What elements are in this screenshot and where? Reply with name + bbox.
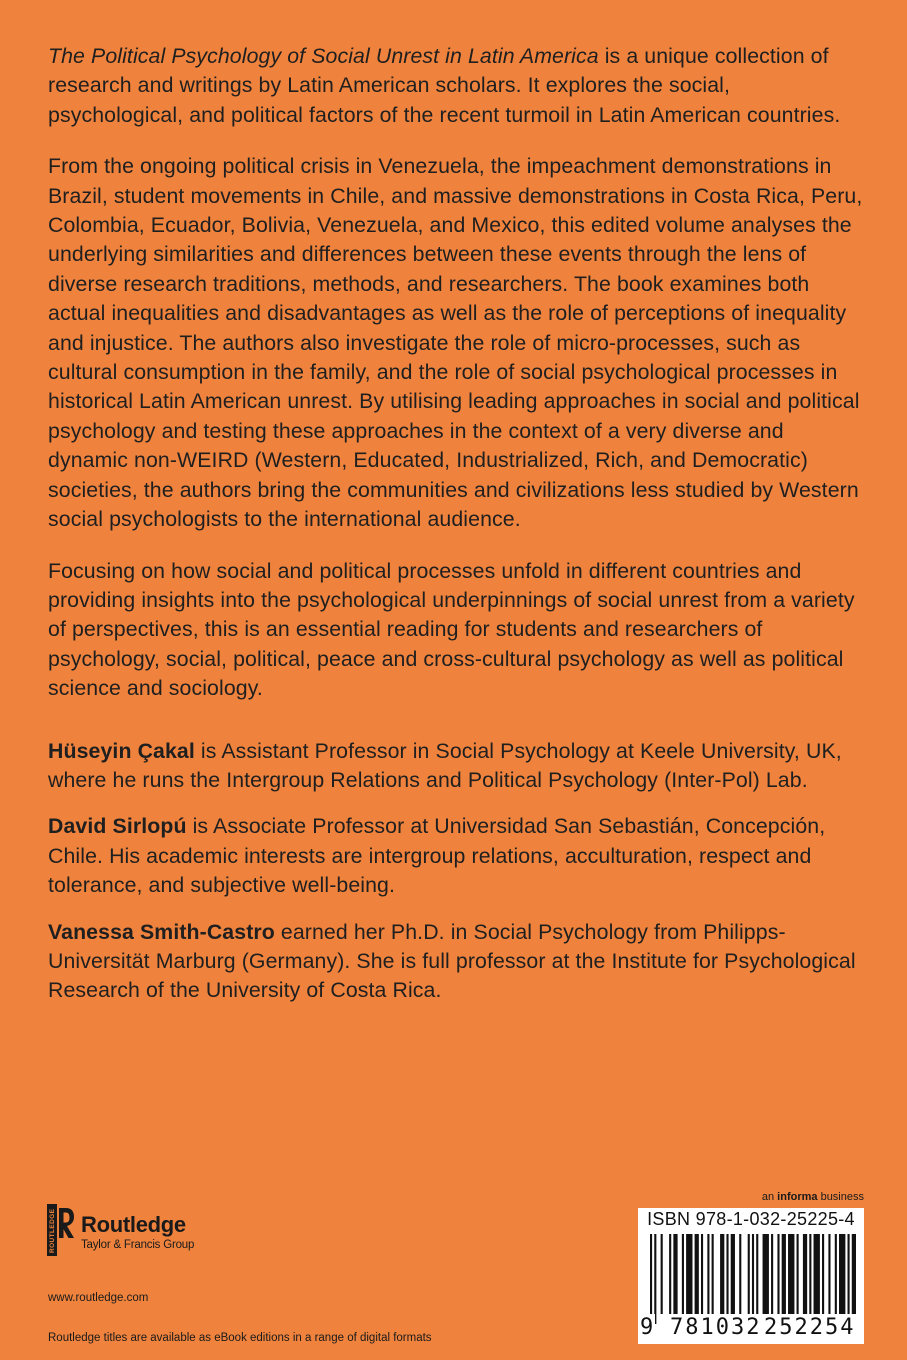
publisher-name: Routledge: [81, 1212, 186, 1237]
author-name: Vanessa Smith-Castro: [48, 919, 275, 944]
barcode-digits: [638, 1314, 864, 1342]
book-title: The Political Psychology of Social Unrest in Latin America: [48, 44, 599, 68]
audience-paragraph: Focusing on how social and political processes unfold in different countries and providing insights into the psychological underpinnings of social unrest from a variety of perspectives, this is an essential reading for students and researchers of psychology, social, political, peace and cross-cultural psychology as well as political science and sociology.: [48, 558, 855, 701]
author-bio-text: is Associate Professor at Universidad San Sebastián, Concepción, Chile. His academic interests are intergroup relations, acculturation, respect and tolerance, and subjective well-being.: [48, 814, 826, 898]
publisher-group: Taylor & Francis Group: [81, 1239, 195, 1251]
isbn-label: ISBN 978-1-032-25225-4: [647, 1209, 855, 1229]
back-cover-text: [48, 42, 868, 1006]
barcode-icon: [650, 1234, 856, 1324]
author-bio-text: earned her Ph.D. in Social Psychology from Philipps-Universität Marburg (Germany). She is full professor at the Institute for Psychological Research of the University of Costa Rica.: [48, 919, 856, 1003]
description-paragraph: From the ongoing political crisis in Venezuela, the impeachment demonstrations in Brazil, student movements in Chile, and massive demonstrations in Costa Rica, Peru, Colombia, Ecuador, Bolivia, Venezuela, and Mexico, this edited volume analyses the underlying similarities and differences between these events through the lens of diverse research traditions, methods, and researchers. The book examines both actual inequalities and disadvantages as well as the role of perceptions of inequality and injustice. The authors also investigate the role of micro-processes, such as cultural consumption in the family, and the role of social psychological processes in historical Latin American unrest. By utilising leading approaches in social and political psychology and testing these approaches in the context of a very diverse and dynamic non-WEIRD (Western, Educated, Industrialized, Rich, and Democratic) societies, the authors bring the communities and civilizations less studied by Western social psychologists to the international audience.: [48, 154, 863, 532]
ebook-note: Routledge titles are available as eBook editions in a range of digital formats: [48, 1332, 432, 1344]
intro-paragraph: [48, 42, 868, 130]
barcode-digit-first: 9: [640, 1315, 654, 1340]
informa-tagline: an informa business: [761, 1191, 864, 1203]
routledge-logo-icon: [47, 1204, 75, 1256]
author-name: Hüseyin Çakal: [48, 738, 195, 763]
author-bios: [48, 737, 868, 1006]
author-name: David Sirlopú: [48, 814, 187, 839]
publisher-website[interactable]: www.routledge.com: [48, 1292, 149, 1304]
author-bio-text: is Assistant Professor in Social Psychology at Keele University, UK, where he runs the Intergroup Relations and Political Psychology (Inter-Pol) Lab.: [48, 738, 842, 792]
svg-text:ROUTLEDGE: ROUTLEDGE: [49, 1208, 57, 1253]
author-bio: [48, 737, 868, 796]
author-bio: [48, 812, 868, 900]
publisher-logo: [47, 1204, 347, 1256]
intro-text: is a unique collection of research and writings by Latin American scholars. It explores the social, psychological, and political factors of the recent turmoil in Latin American countries.: [48, 44, 841, 127]
author-bio: [48, 918, 868, 1006]
barcode-digit-group1: 781032: [670, 1315, 762, 1340]
isbn-barcode: [638, 1208, 864, 1344]
barcode-digit-group2: 252254: [764, 1315, 856, 1340]
